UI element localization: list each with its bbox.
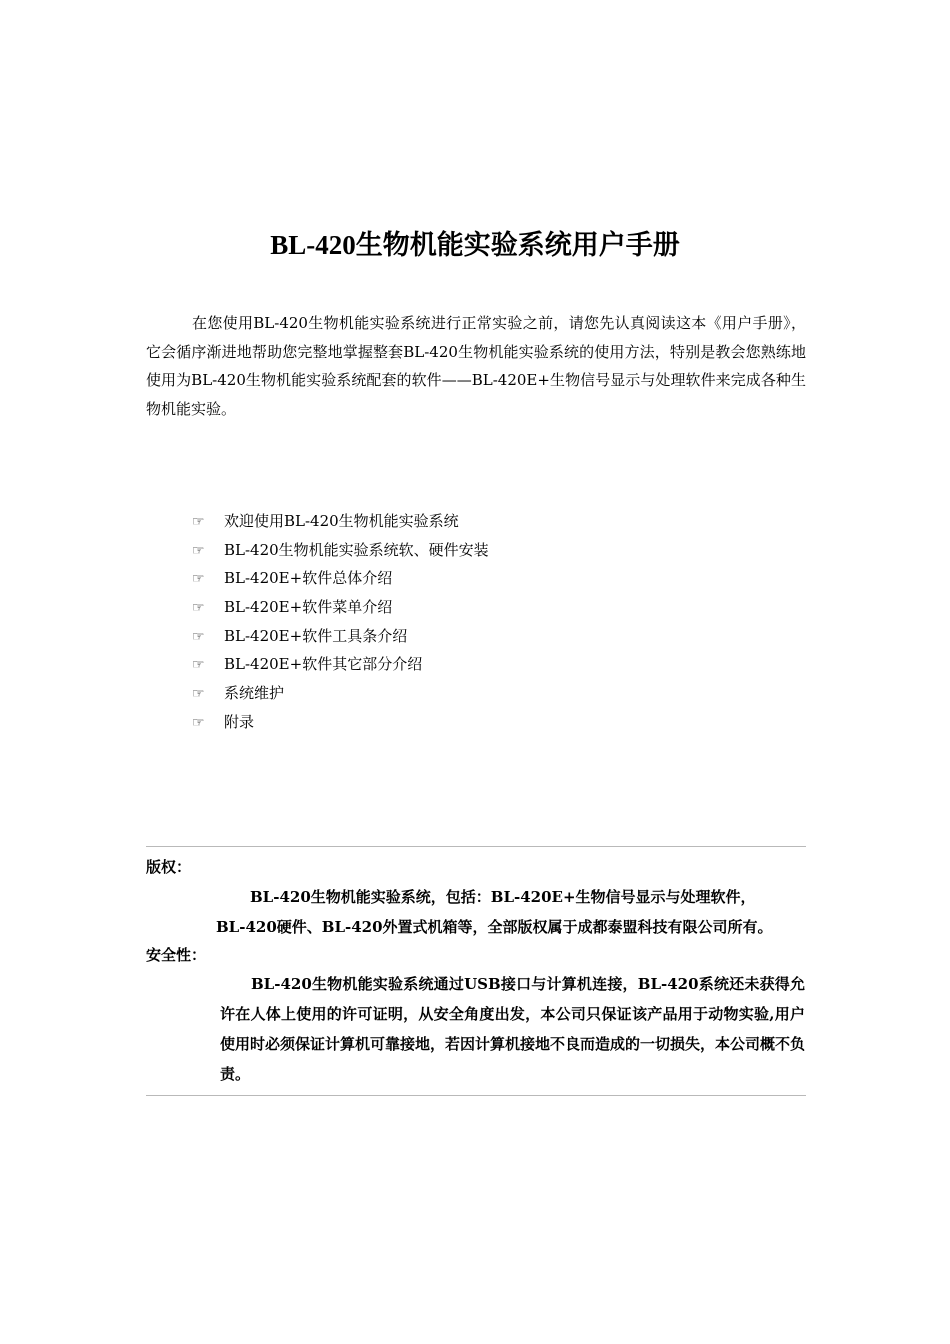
pointing-hand-icon: ☞ bbox=[192, 714, 205, 731]
divider-top bbox=[146, 846, 806, 847]
intro-paragraph: 在您使用BL-420生物机能实验系统进行正常实验之前，请您先认真阅读这本《用户手册》，它会循序渐进地帮助您完整地掌握整套BL-420生物机能实验系统的使用方法，特别是教会您熟练地使用为BL-420生物机能实验系统配套的软件——BL-420E+生物信号显示与处理软件来完成各种生物机能实验。 bbox=[146, 314, 806, 418]
toc-item-label: BL-420E+软件菜单介绍 bbox=[224, 598, 393, 617]
copyright-line-1: BL-420生物机能实验系统，包括：BL-420E+生物信号显示与处理软件， bbox=[250, 888, 756, 906]
pointing-hand-icon: ☞ bbox=[192, 686, 205, 703]
toc-item-label: 欢迎使用BL-420生物机能实验系统 bbox=[224, 512, 459, 530]
copyright-text bbox=[216, 882, 808, 942]
pointing-hand-icon: ☞ bbox=[192, 514, 205, 530]
safety-label: 安全性： bbox=[146, 946, 207, 964]
toc-item-label: 系统维护 bbox=[224, 684, 285, 703]
document-title: BL-420生物机能实验系统用户手册 bbox=[270, 230, 680, 260]
toc-item bbox=[192, 708, 489, 737]
toc-item bbox=[192, 507, 489, 536]
divider-bottom bbox=[146, 1095, 806, 1096]
toc-item bbox=[192, 536, 489, 565]
pointing-hand-icon: ☞ bbox=[192, 571, 205, 588]
toc-item bbox=[192, 650, 489, 679]
safety-text: BL-420生物机能实验系统通过USB接口与计算机连接，BL-420系统还未获得允许在人体上使用的许可证明，从安全角度出发，本公司只保证该产品用于动物实验,用户使用时必须保证计算机可靠接地，若因计算机接地不良而造成的一切损失，本公司概不负责。 bbox=[220, 975, 806, 1083]
toc-item-label: BL-420E+软件其它部分介绍 bbox=[224, 655, 423, 674]
table-of-contents bbox=[192, 507, 489, 737]
toc-item bbox=[192, 593, 489, 622]
copyright-label: 版权： bbox=[146, 858, 192, 876]
toc-item bbox=[192, 679, 489, 708]
toc-item bbox=[192, 622, 489, 651]
toc-item-label: 附录 bbox=[224, 712, 255, 731]
toc-item bbox=[192, 564, 489, 593]
pointing-hand-icon: ☞ bbox=[192, 628, 205, 645]
toc-item-label: BL-420E+软件工具条介绍 bbox=[224, 626, 408, 645]
pointing-hand-icon: ☞ bbox=[192, 657, 205, 674]
toc-item-label: BL-420E+软件总体介绍 bbox=[224, 569, 393, 588]
pointing-hand-icon: ☞ bbox=[192, 542, 205, 559]
copyright-line-2: BL-420硬件、BL-420外置式机箱等，全部版权属于成都泰盟科技有限公司所有。 bbox=[216, 918, 773, 936]
toc-item-label: BL-420生物机能实验系统软、硬件安装 bbox=[224, 540, 489, 559]
pointing-hand-icon: ☞ bbox=[192, 600, 205, 617]
